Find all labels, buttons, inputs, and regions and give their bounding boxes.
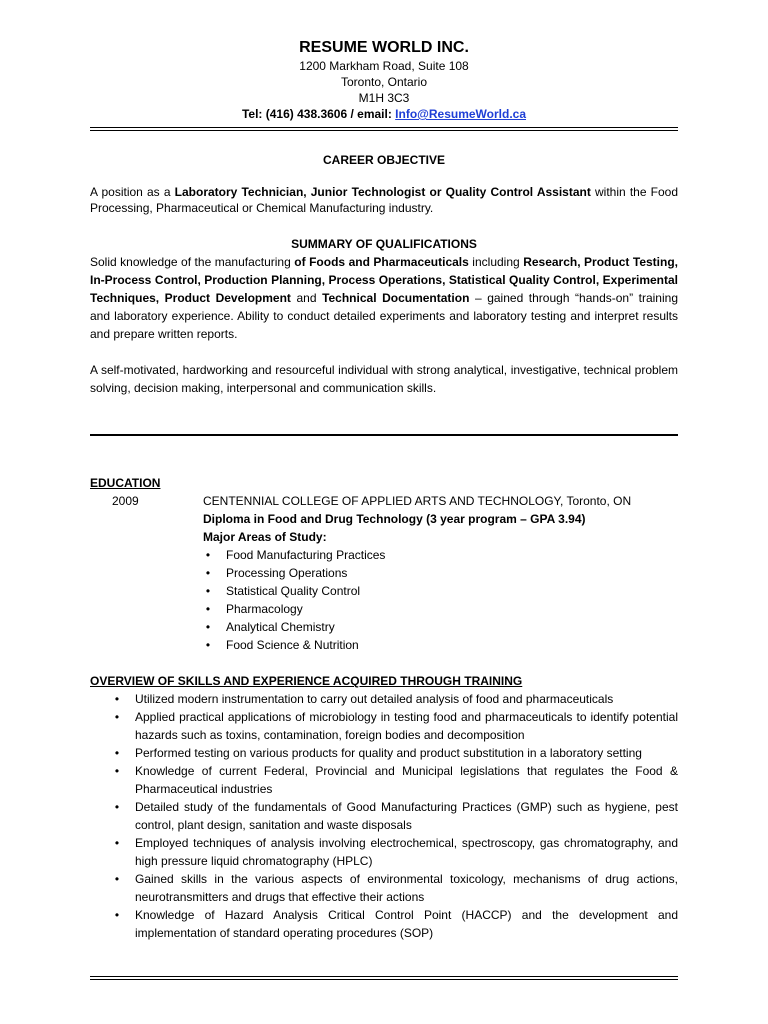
- company-name: RESUME WORLD INC.: [299, 39, 469, 56]
- list-item: [90, 798, 678, 834]
- career-objective-heading: CAREER OBJECTIVE: [322, 153, 446, 167]
- education-year: 2009: [112, 494, 139, 508]
- skill-text: Gained skills in the various aspects of environmental toxicology, mechanisms of drug actions, neurotransmitters and drugs that effective their actions: [135, 872, 678, 904]
- summary-paragraph-1: [90, 253, 678, 343]
- bullet-icon: •: [114, 746, 120, 760]
- study-area: Food Science & Nutrition: [226, 638, 359, 652]
- bullet-icon: •: [205, 620, 211, 634]
- bullet-icon: •: [114, 800, 120, 814]
- address-line-2: Toronto, Ontario: [340, 75, 428, 89]
- education-row: [90, 492, 678, 510]
- bullet-icon: •: [114, 908, 120, 922]
- bullet-icon: •: [205, 584, 211, 598]
- list-item: [90, 834, 678, 870]
- bullet-icon: •: [114, 872, 120, 886]
- diploma-name: Diploma in Food and Drug Technology (3 year program – GPA 3.94): [203, 512, 586, 526]
- education-details: [203, 510, 678, 654]
- summary-text-g: – gained through “hands-on” training and laboratory experience. Ability to conduct detailed experiments and laboratory testing and interpret results and prepare written reports.: [90, 291, 678, 341]
- list-item: [90, 870, 678, 906]
- education-heading: EDUCATION: [90, 476, 161, 490]
- skills-list: [90, 690, 678, 942]
- email-link[interactable]: Info@ResumeWorld.ca: [395, 107, 527, 121]
- bullet-icon: •: [114, 836, 120, 850]
- postal-code: M1H 3C3: [358, 91, 410, 105]
- header-divider: [90, 127, 678, 131]
- summary-heading: SUMMARY OF QUALIFICATIONS: [291, 237, 477, 251]
- skill-text: Knowledge of current Federal, Provincial and Municipal legislations that regulates the Food & Pharmaceutical industries: [135, 764, 678, 796]
- bullet-icon: •: [205, 548, 211, 562]
- bullet-icon: •: [205, 566, 211, 580]
- contact-line: [90, 106, 678, 122]
- skill-text: Performed testing on various products for quality and product substitution in a laboratory setting: [135, 746, 642, 760]
- summary-text-a: Solid knowledge of the manufacturing: [90, 255, 295, 269]
- objective-positions: Laboratory Technician, Junior Technologist or Quality Control Assistant: [174, 185, 591, 199]
- bullet-icon: •: [114, 710, 120, 724]
- summary-bold-b: of Foods and Pharmaceuticals: [294, 255, 469, 269]
- major-areas-list: [203, 546, 678, 654]
- skill-text: Applied practical applications of microbiology in testing food and pharmaceuticals to identify potential hazards such as toxins, contamination, foreign bodies and decomposition: [135, 710, 678, 742]
- summary-text-c: including: [468, 255, 524, 269]
- bullet-icon: •: [114, 764, 120, 778]
- list-item: [203, 582, 678, 600]
- list-item: [90, 744, 678, 762]
- list-item: [203, 600, 678, 618]
- list-item: [90, 762, 678, 798]
- education-institution: CENTENNIAL COLLEGE OF APPLIED ARTS AND TECHNOLOGY, Toronto, ON: [203, 494, 632, 508]
- resume-header: [90, 38, 678, 122]
- telephone-label: Tel: (416) 438.3606 / email:: [241, 107, 396, 121]
- list-item: [90, 690, 678, 708]
- objective-text-after: within the Food Processing, Pharmaceutical or Chemical Manufacturing industry.: [90, 185, 678, 215]
- skill-text: Employed techniques of analysis involving electrochemical, spectroscopy, gas chromatography, and high pressure liquid chromatography (HPLC): [135, 836, 678, 868]
- list-item: [203, 546, 678, 564]
- summary-divider: [90, 434, 678, 436]
- list-item: [203, 618, 678, 636]
- study-area: Food Manufacturing Practices: [226, 548, 386, 562]
- list-item: [203, 636, 678, 654]
- skill-text: Detailed study of the fundamentals of Good Manufacturing Practices (GMP) such as hygiene, pest control, plant design, sanitation and waste disposals: [135, 800, 678, 832]
- summary-bold-f: Technical Documentation: [322, 291, 470, 305]
- bullet-icon: •: [114, 692, 120, 706]
- footer-divider: [90, 976, 678, 980]
- bullet-icon: •: [205, 638, 211, 652]
- study-area: Processing Operations: [226, 566, 348, 580]
- address-line-1: 1200 Markham Road, Suite 108: [299, 59, 469, 73]
- list-item: [90, 708, 678, 744]
- resume-page: [90, 0, 678, 1024]
- summary-bold-d: Research, Product Testing, In-Process Control, Production Planning, Process Operations, Statistical Quality Control, Experimental Techniques, Product Development: [90, 255, 678, 305]
- summary-text-e: and: [290, 291, 323, 305]
- list-item: [203, 564, 678, 582]
- major-areas-label: Major Areas of Study:: [203, 530, 327, 544]
- list-item: [90, 906, 678, 942]
- summary-paragraph-2: A self-motivated, hardworking and resourceful individual with strong analytical, investigative, technical problem solving, decision making, interpersonal and communication skills.: [90, 363, 678, 395]
- objective-text-before: A position as a: [90, 185, 175, 199]
- bullet-icon: •: [205, 602, 211, 616]
- skill-text: Utilized modern instrumentation to carry out detailed analysis of food and pharmaceuticals: [135, 692, 614, 706]
- skill-text: Knowledge of Hazard Analysis Critical Control Point (HACCP) and the development and implementation of standard operating procedures (SOP): [135, 908, 678, 940]
- skills-heading: OVERVIEW OF SKILLS AND EXPERIENCE ACQUIRED THROUGH TRAINING: [90, 674, 523, 688]
- career-objective-text: [90, 184, 678, 216]
- study-area: Pharmacology: [226, 602, 303, 616]
- study-area: Analytical Chemistry: [226, 620, 335, 634]
- study-area: Statistical Quality Control: [226, 584, 361, 598]
